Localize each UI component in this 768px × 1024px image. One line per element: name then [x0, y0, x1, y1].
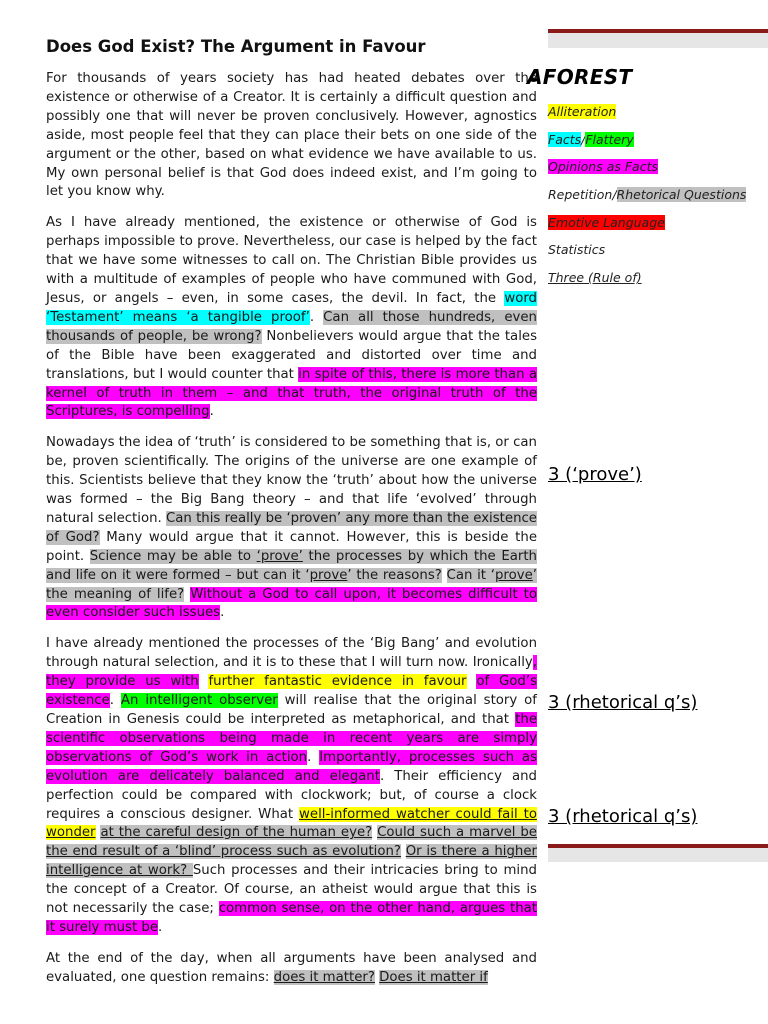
highlight-alliteration: further fantastic evidence in favour: [208, 674, 467, 690]
sidebar-bottom-band: [548, 848, 768, 862]
text-run: Science may be able to: [89, 548, 257, 564]
essay-title: Does God Exist? The Argument in Favour: [46, 37, 426, 56]
legend-label: Alliteration: [548, 104, 617, 119]
legend-item-alliteration: [548, 103, 768, 131]
text-run: .: [109, 693, 121, 709]
text-run: .: [209, 404, 214, 420]
text-run: Can it ‘: [446, 567, 495, 583]
legend-item-emotive: [548, 214, 768, 242]
repetition-prove: prove: [494, 567, 533, 583]
highlight-flattery: An intelligent observer: [120, 693, 278, 709]
highlight-opinion: in spite of this, there is more than a kernel of truth in them – and that truth, the original truth of the Scriptures, is compelling: [46, 366, 537, 420]
margin-note-rhetorical-1: 3 (rhetorical q’s): [548, 692, 698, 713]
legend-label: Repetition: [548, 187, 613, 203]
margin-note-prove: 3 (‘prove’): [548, 464, 642, 485]
highlight-opinion: the scientific observations being made in recent years are simply observations of God’s work in action: [46, 712, 537, 765]
paragraph-2: [46, 214, 537, 422]
sidebar-top-band: [548, 33, 768, 48]
highlight-opinion: common sense, on the other hand, argues that it surely must be: [46, 901, 537, 935]
text-run: [401, 844, 406, 859]
legend-item-three: [548, 269, 768, 297]
highlight-opinion: , they provide us with: [46, 655, 537, 690]
text-run: will realise that the original story of Creation in Genesis could be interpreted as metaphorical, and that: [46, 693, 537, 727]
highlight-rhetorical-question: does it matter?: [273, 969, 375, 985]
highlight-opinion: Importantly, processes such as evolution are delicately balanced and elegant: [46, 749, 537, 784]
text-run: [199, 674, 209, 689]
text-run: Such processes and their intricacies bring to mind the concept of a Creator. Of course, an atheist would argue that this is not necessarily the case;: [46, 863, 537, 917]
legend-item-repetition-rhetorical: [548, 186, 768, 214]
legend: [548, 103, 768, 297]
text-run: As I have already mentioned, the existence or otherwise of God is perhaps impossible to prove. Nevertheless, our case is helped by the fact that we have some witnesses to call on. The Christian Bible provides us with a multitude of examples of people who have communed with God, Jesus, or angels – even, in some cases, the devil. In fact, the: [46, 215, 537, 306]
text-run: At the end of the day, when all arguments have been analysed and evaluated, one question remains:: [46, 950, 537, 985]
highlight-rhetorical-question: Or is there a higher intelligence at work?: [46, 844, 537, 879]
text-run: I have already mentioned the processes of the ‘Big Bang’ and evolution through natural selection, and it is to these that I will turn now. Ironically: [46, 636, 537, 671]
text-run: [467, 674, 477, 689]
paragraph-1: For thousands of years society has had heated debates over the existence or otherwise of a Creator. It is certainly a difficult question and possibly one that will never be proven conclusively. However, agnostics aside, most people feel that they can place their bets on one side of the argument or the other, based on what evidence we have available to us. My own personal belief is that God does indeed exist, and I’m going to let you know why.: [46, 71, 537, 200]
text-run: .: [158, 919, 163, 935]
text-run: .: [309, 309, 324, 325]
highlight-opinion: of God’s existence: [46, 674, 538, 709]
legend-label: Rhetorical Questions: [616, 187, 747, 203]
text-run: ’ the meaning of life?: [46, 567, 537, 602]
text-run: Nonbelievers would argue that the tales of the Bible have been exaggerated and distorted over time and translations, but I would counter that: [46, 328, 537, 382]
text-run: the processes by which the Earth and life on it were formed – but can it ‘: [46, 548, 537, 583]
legend-label: Statistics: [548, 242, 606, 258]
highlight-fact: word ‘Testament’ means ‘a tangible proof’: [46, 290, 537, 325]
legend-item-opinions: [548, 158, 768, 186]
text-run: Nowadays the idea of ‘truth’ is considered to be something that is, or can be, proven scientifically. The origins of the universe are one example of this. Scientists believe that they know the ‘truth’ about how the universe was formed – the Big Bang theory – and that life ‘evolved’ through natural selection.: [46, 435, 537, 526]
aforest-title: AFOREST: [527, 65, 633, 89]
paragraph-3: [46, 434, 537, 623]
highlight-rhetorical-question: Can this really be ‘proven’ any more than the existence of God?: [46, 510, 537, 545]
legend-item-facts-flattery: [548, 131, 768, 159]
repetition-prove: ‘prove’: [256, 548, 303, 564]
text-run: . Their efficiency and perfection could be compared with clockwork; but, of course a clock requires a conscious designer. What: [46, 768, 537, 822]
legend-label: Emotive Language: [548, 214, 665, 230]
paragraph-5: [46, 950, 537, 988]
text-run: ’ the reasons?: [347, 567, 442, 583]
margin-note-rhetorical-2: 3 (rhetorical q’s): [548, 806, 698, 827]
text-run: .: [307, 749, 320, 765]
highlight-rhetorical-question: Does it matter if: [379, 969, 488, 985]
legend-separator: /: [612, 187, 617, 203]
legend-label: Three (Rule of): [548, 270, 642, 286]
legend-label: Opinions as Facts: [548, 159, 658, 175]
essay: [46, 36, 537, 1000]
legend-item-statistics: [548, 241, 768, 269]
legend-label: Facts: [548, 131, 582, 147]
text-run: .: [220, 605, 225, 621]
highlight-rhetorical-question: Could such a marvel be the end result of a ‘blind’ process such as evolution?: [46, 825, 537, 860]
legend-separator: /: [581, 131, 586, 147]
repetition-prove: prove: [309, 567, 348, 583]
legend-label: Flattery: [585, 131, 634, 147]
paragraph-4: [46, 635, 537, 938]
highlight-opinion: Without a God to call upon, it becomes difficult to even consider such issues: [46, 586, 537, 621]
highlight-rhetorical-question: at the careful design of the human eye?: [100, 825, 373, 841]
highlight-alliteration: well-informed watcher could fail to wonder: [46, 806, 537, 841]
text-run: Many would argue that it cannot. However, this is beside the point.: [46, 529, 538, 564]
highlight-rhetorical-question: Can all those hundreds, even thousands of people, be wrong?: [46, 309, 537, 344]
